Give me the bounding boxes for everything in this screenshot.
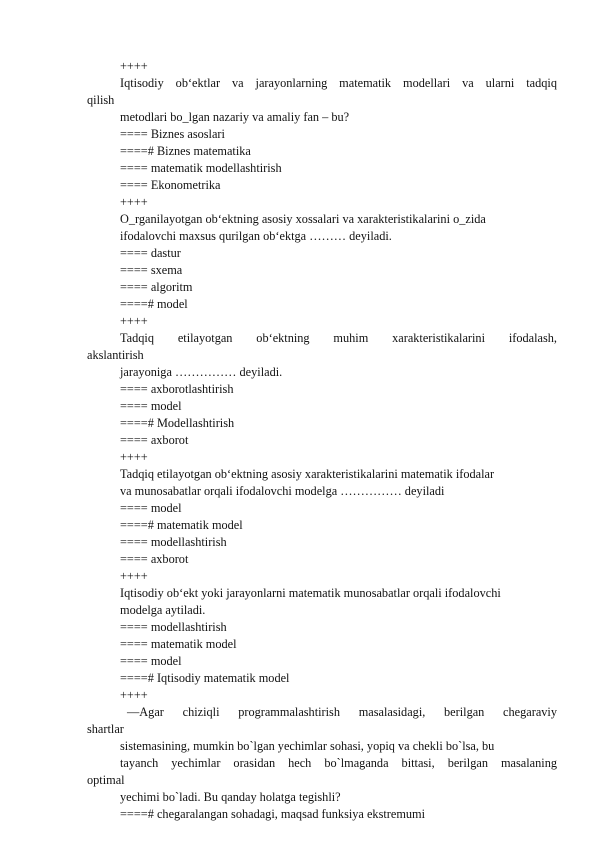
answer-option: ==== matematik model: [120, 637, 237, 651]
question-text-line: shartlar: [87, 722, 124, 736]
answer-option: ==== matematik modellashtirish: [120, 161, 282, 175]
question-text-line: ifodalovchi maxsus qurilgan ob‘ektga ……… deyiladi.: [120, 229, 392, 243]
question-text-line: va munosabatlar orqali ifodalovchi modelga …………… deyiladi: [120, 484, 445, 498]
answer-option: ==== algoritm: [120, 280, 193, 294]
document-body: [87, 58, 557, 823]
answer-option: ==== dastur: [120, 246, 181, 260]
answer-option: ==== axborot: [120, 552, 189, 566]
question-separator: ++++: [120, 314, 148, 328]
question-text-line: akslantirish: [87, 348, 144, 362]
question-text-line: yechimi bo`ladi. Bu qanday holatga tegishli?: [120, 790, 341, 804]
question-text-line: jarayoniga …………… deyiladi.: [120, 365, 283, 379]
question-text-line: qilish: [87, 93, 115, 107]
question-separator: ++++: [120, 195, 148, 209]
correct-answer-option: ====# Modellashtirish: [120, 416, 235, 430]
question-text-line: modelga aytiladi.: [120, 603, 206, 617]
answer-option: ==== axborot: [120, 433, 189, 447]
answer-option: ==== Biznes asoslari: [120, 127, 225, 141]
answer-option: ==== Ekonometrika: [120, 178, 221, 192]
answer-option: ==== model: [120, 399, 182, 413]
question-separator: ++++: [120, 688, 148, 702]
correct-answer-option: ====# Biznes matematika: [120, 144, 251, 158]
correct-answer-option: ====# model: [120, 297, 188, 311]
answer-option: ==== modellashtirish: [120, 620, 227, 634]
question-text-line: optimal: [87, 773, 125, 787]
correct-answer-option: ====# matematik model: [120, 518, 243, 532]
question-text-line: metodlari bo_lgan nazariy va amaliy fan – bu?: [120, 110, 350, 124]
question-text-line: tayanch yechimlar orasidan hech bo`lmaganda bittasi, berilgan masalaning: [120, 756, 557, 770]
question-text-line: O_rganilayotgan ob‘ektning asosiy xossalari va xarakteristikalarini o_zida: [120, 212, 486, 226]
question-text-line: Tadqiq etilayotgan ob‘ektning asosiy xarakteristikalarini matematik ifodalar: [120, 467, 495, 481]
correct-answer-option: ====# Iqtisodiy matematik model: [120, 671, 290, 685]
question-text-line: sistemasining, mumkin bo`lgan yechimlar sohasi, yopiq va chekli bo`lsa, bu: [120, 739, 495, 753]
question-text-line: Iqtisodiy ob‘ektlar va jarayonlarning matematik modellari va ularni tadqiq: [120, 76, 557, 90]
question-separator: ++++: [120, 450, 148, 464]
question-text-line: ―Agar chiziqli programmalashtirish masalasidagi, berilgan chegaraviy: [127, 705, 557, 719]
answer-option: ==== sxema: [120, 263, 183, 277]
question-separator: ++++: [120, 569, 148, 583]
question-text-line: Tadqiq etilayotgan ob‘ektning muhim xarakteristikalarini ifodalash,: [120, 331, 557, 345]
answer-option: ==== axborotlashtirish: [120, 382, 234, 396]
question-text-line: Iqtisodiy ob‘ekt yoki jarayonlarni matematik munosabatlar orqali ifodalovchi: [120, 586, 501, 600]
answer-option: ==== model: [120, 654, 182, 668]
answer-option: ==== modellashtirish: [120, 535, 227, 549]
question-separator: ++++: [120, 59, 148, 73]
correct-answer-option: ====# chegaralangan sohadagi, maqsad funksiya ekstremumi: [120, 807, 426, 821]
answer-option: ==== model: [120, 501, 182, 515]
